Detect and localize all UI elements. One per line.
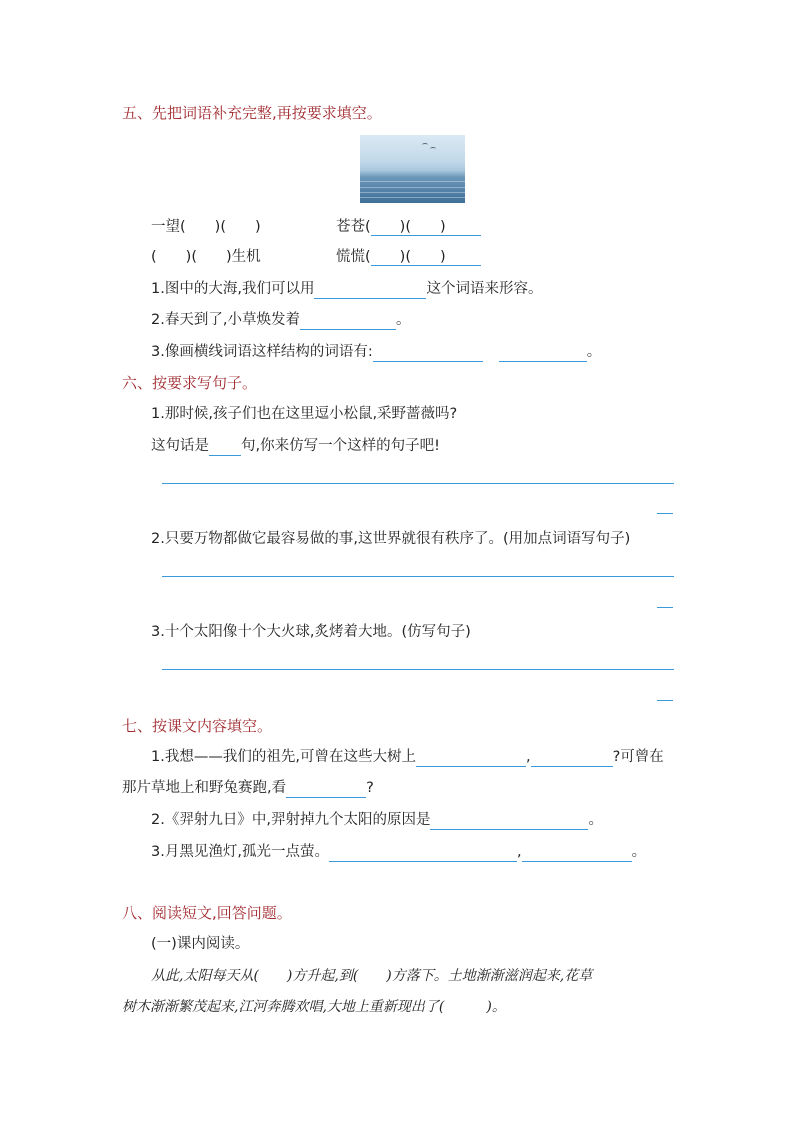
answer-blank[interactable]	[314, 281, 426, 299]
answer-blank[interactable]	[329, 844, 517, 862]
bird-icon	[422, 143, 428, 147]
writing-line-end	[657, 700, 673, 701]
section-8-title: 八、阅读短文,回答问题。	[122, 904, 292, 922]
sec7-question-1-line2: 那片草地上和野兔赛跑,看 ?	[122, 780, 374, 796]
writing-line[interactable]	[162, 669, 674, 670]
answer-blank[interactable]	[430, 812, 588, 830]
sea-image	[360, 135, 465, 203]
sec6-question-1: 1.那时候,孩子们也在这里逗小松鼠,采野蔷薇吗?	[151, 406, 458, 422]
word-fill-yiwang[interactable]: 一望( )( )	[151, 219, 261, 235]
answer-blank[interactable]	[209, 438, 241, 456]
section-7-title: 七、按课文内容填空。	[122, 717, 273, 735]
sec8-subheading: (一)课内阅读。	[151, 936, 250, 952]
word-fill-huanghuang[interactable]: 慌慌( )( )	[336, 249, 446, 265]
answer-blank[interactable]	[522, 844, 632, 862]
word-fill-shengji[interactable]: ( )( )生机	[151, 249, 261, 265]
answer-blank[interactable]	[416, 749, 526, 767]
sec5-question-1: 1.图中的大海,我们可以用 这个词语来形容。	[151, 281, 543, 297]
answer-line[interactable]	[371, 235, 481, 236]
reading-passage-line-1: 从此,太阳每天从( )方升起,到( )方落下。土地渐渐滋润起来,花草	[151, 968, 593, 984]
section-5-title: 五、先把词语补充完整,再按要求填空。	[122, 104, 382, 122]
writing-line[interactable]	[162, 576, 674, 577]
answer-blank[interactable]	[300, 312, 396, 330]
writing-line[interactable]	[162, 483, 674, 484]
sec5-question-3: 3.像画横线词语这样结构的词语有: 。	[151, 344, 602, 360]
section-6-title: 六、按要求写句子。	[122, 374, 258, 392]
sec5-question-2: 2.春天到了,小草焕发着 。	[151, 312, 411, 328]
sec7-question-2: 2.《羿射九日》中,羿射掉九个太阳的原因是 。	[151, 812, 603, 828]
answer-line[interactable]	[371, 265, 481, 266]
answer-blank[interactable]	[286, 780, 366, 798]
answer-blank[interactable]	[373, 344, 483, 362]
writing-line-end	[657, 513, 673, 514]
word-fill-cangcang[interactable]: 苍苍( )( )	[336, 219, 446, 235]
sec7-question-3: 3.月黑见渔灯,孤光一点萤。 , 。	[151, 844, 647, 860]
sec6-question-1-sub: 这句话是 句,你来仿写一个这样的句子吧!	[151, 438, 440, 454]
writing-line-end	[657, 607, 673, 608]
sec6-question-3: 3.十个太阳像十个大火球,炙烤着大地。(仿写句子)	[151, 624, 471, 640]
reading-passage-line-2: 树木渐渐繁茂起来,江河奔腾欢唱,大地上重新现出了( )。	[122, 999, 506, 1015]
answer-blank[interactable]	[531, 749, 613, 767]
answer-blank[interactable]	[499, 344, 587, 362]
sec7-question-1: 1.我想——我们的祖先,可曾在这些大树上 , ?可曾在	[151, 749, 664, 765]
bird-icon	[430, 147, 436, 151]
sec6-question-2: 2.只要万物都做它最容易做的事,这世界就很有秩序了。(用加点词语写句子)	[151, 531, 631, 547]
